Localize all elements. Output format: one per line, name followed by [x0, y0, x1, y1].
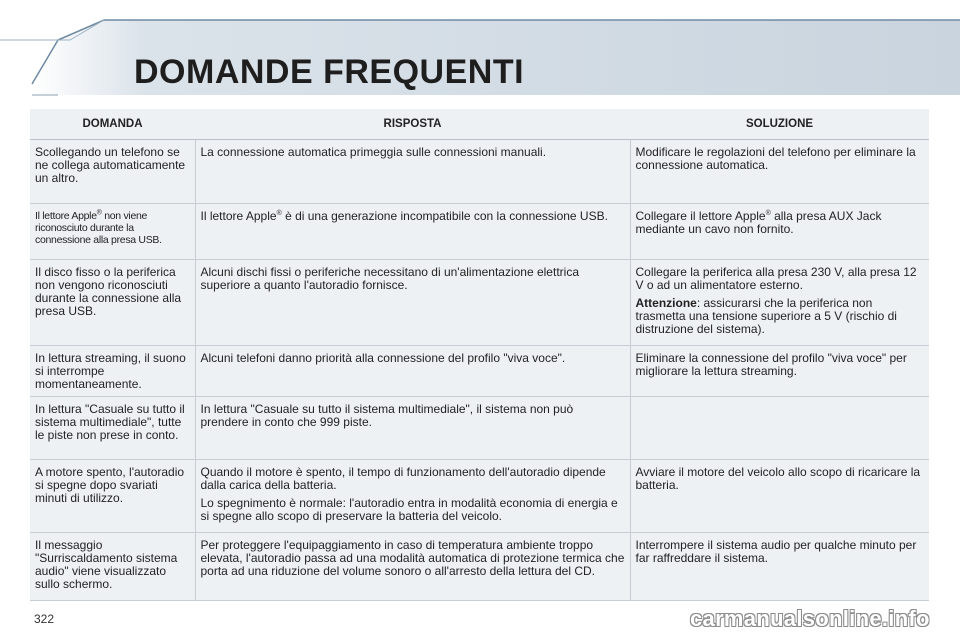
solution-text: Modificare le regolazioni del telefono per eliminare la connessione automatica. — [635, 145, 916, 172]
registered-mark: ® — [96, 209, 102, 217]
solution-cell — [630, 260, 929, 346]
answer-text: La connessione automatica primeggia sulle connessioni manuali. — [200, 145, 547, 159]
table-row — [30, 204, 929, 260]
table-row — [30, 533, 929, 601]
solution-cell — [630, 204, 929, 260]
table-row — [30, 397, 929, 460]
answer-text: Alcuni telefoni danno priorità alla connessione del profilo "viva voce". — [200, 351, 566, 365]
solution-cell — [630, 397, 929, 460]
question-cell: Il disco fisso o la periferica non vengono riconosciuti durante la connessione alla presa USB. — [30, 260, 195, 346]
page-title: DOMANDE FREQUENTI — [134, 53, 525, 91]
question-cell: Il messaggio "Surriscaldamento sistema audio" viene visualizzato sullo schermo. — [30, 533, 195, 601]
table-header-row — [30, 109, 929, 140]
answer-text: Alcuni dischi fissi o periferiche necessitano di un'alimentazione elettrica superiore a quanto l'autoradio fornisce. — [200, 265, 579, 292]
solution-cell — [630, 533, 929, 601]
answer-cell — [195, 460, 630, 533]
answer-cell — [195, 346, 630, 397]
answer-text: Quando il motore è spento, il tempo di funzionamento dell'autoradio dipende dalla carica della batteria. — [200, 465, 606, 492]
registered-mark: ® — [765, 210, 771, 217]
question-cell: In lettura streaming, il suono si interrompe momentaneamente. — [30, 346, 195, 397]
question-cell: Scollegando un telefono se ne collega automaticamente un altro. — [30, 140, 195, 204]
answer-text: Lo spegnimento è normale: l'autoradio entra in modalità economia di energia e si spegne allo scopo di preservare la batteria del veicolo. — [200, 496, 618, 523]
warning-text: : assicurarsi che la periferica non trasmetta una tensione superiore a 5 V (rischio di distruzione del sistema). — [635, 296, 897, 336]
watermark: carmanualsonline.info — [690, 606, 930, 631]
solution-cell — [630, 140, 929, 204]
question-cell: A motore spento, l'autoradio si spegne dopo svariati minuti di utilizzo. — [30, 460, 195, 533]
warning-label: Attenzione — [635, 296, 697, 310]
question-text: Il lettore Apple® non viene riconosciuto durante la connessione alla presa USB. — [35, 209, 162, 246]
registered-mark: ® — [276, 210, 282, 217]
table-row — [30, 140, 929, 204]
answer-text: In lettura "Casuale su tutto il sistema multimediale", il sistema non può prendere in conto che 999 piste. — [200, 402, 574, 429]
solution-text: Avviare il motore del veicolo allo scopo di ricaricare la batteria. — [635, 465, 921, 492]
table-row — [30, 260, 929, 346]
faq-table — [30, 109, 929, 601]
solution-text: Collegare la periferica alla presa 230 V, alla presa 12 V o ad un alimentatore esterno. — [635, 265, 917, 292]
column-header-risposta: RISPOSTA — [195, 109, 630, 140]
question-cell — [30, 204, 195, 260]
column-header-domanda: DOMANDA — [30, 109, 195, 140]
solution-warning — [636, 297, 925, 336]
answer-text: Per proteggere l'equipaggiamento in caso di temperatura ambiente troppo elevata, l'autoradio passa ad una modalità automatica di protezione termica che porta ad una riduzione del volume sonoro o all'arresto della lettura del CD. — [200, 538, 625, 578]
answer-cell — [195, 204, 630, 260]
answer-cell — [195, 397, 630, 460]
answer-text: Il lettore Apple® è di una generazione incompatibile con la connessione USB. — [200, 209, 608, 223]
answer-cell — [195, 533, 630, 601]
page-number: 322 — [34, 612, 55, 626]
table-row — [30, 460, 929, 533]
question-cell: In lettura "Casuale su tutto il sistema multimediale", tutte le piste non prese in conto. — [30, 397, 195, 460]
answer-cell — [195, 260, 630, 346]
table-row — [30, 346, 929, 397]
solution-text: Collegare il lettore Apple® alla presa AUX Jack mediante un cavo non fornito. — [635, 209, 882, 236]
solution-text: Interrompere il sistema audio per qualche minuto per far raffreddare il sistema. — [635, 538, 917, 565]
solution-text: Eliminare la connessione del profilo "viva voce" per migliorare la lettura streaming. — [635, 351, 907, 378]
solution-cell — [630, 460, 929, 533]
column-header-soluzione: SOLUZIONE — [630, 109, 929, 140]
answer-cell — [195, 140, 630, 204]
solution-cell — [630, 346, 929, 397]
